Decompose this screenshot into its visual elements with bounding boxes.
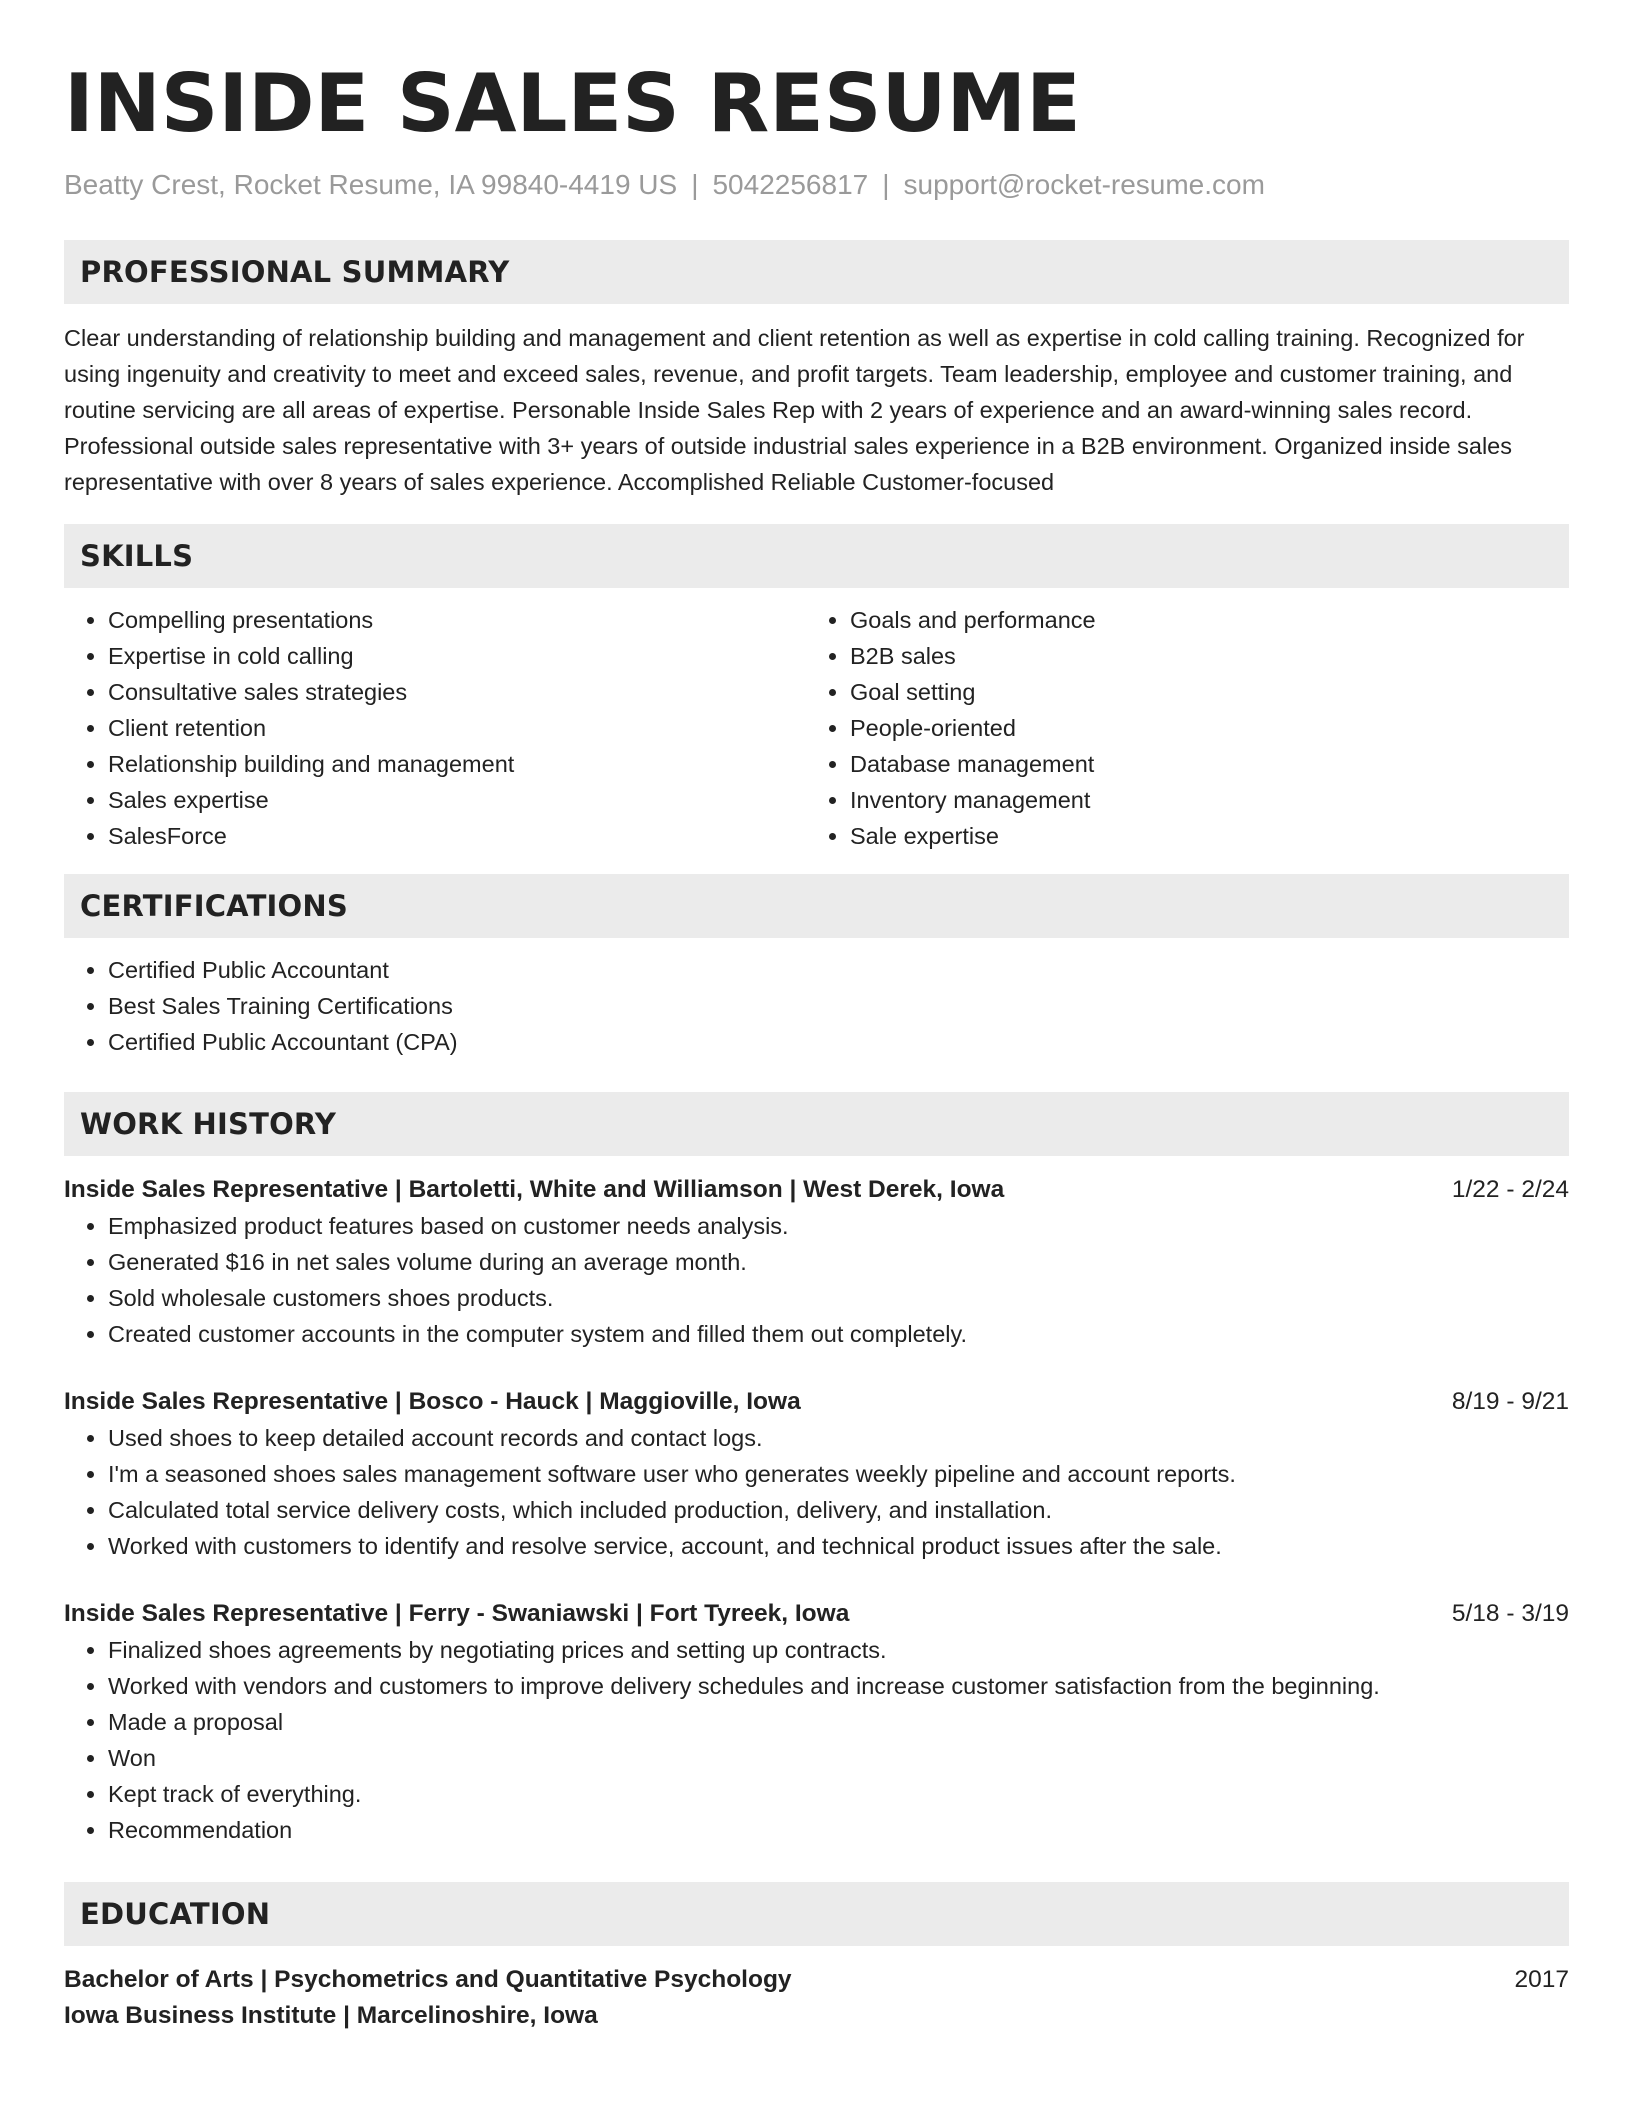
summary-text: Clear understanding of relationship building and management and client retention as well as expertise in cold calling training. Recognized for using ingenuity and creativity to meet and exceed sales, revenue, and profit targets. Team leadership, employee and customer training, and routine servicing are all areas of expertise. Personable Inside Sales Rep with 2 years of experience and an award-winning sales record. Professional outside sales representative with 3+ years of outside industrial sales experience in a B2B environment. Organized inside sales representative with over 8 years of sales experience. Accomplished Reliable Customer-focused: [64, 325, 1525, 495]
contact-line: [64, 168, 1569, 202]
education-school: Iowa Business Institute | Marcelinoshire, Iowa: [64, 2002, 598, 2029]
job-bullets: [64, 1208, 1569, 1352]
job-bullet: • Used shoes to keep detailed account records and contact logs.: [108, 1420, 1569, 1456]
education-year: 2017: [1514, 1966, 1569, 1993]
skill-item: • Sales expertise: [108, 782, 806, 818]
job-bullet: • Generated $16 in net sales volume during an average month.: [108, 1244, 1569, 1280]
job-dates: 8/19 - 9/21: [1451, 1388, 1569, 1415]
skill-item: • People-oriented: [850, 710, 1548, 746]
job-bullet: • Calculated total service delivery costs, which included production, delivery, and installation.: [108, 1492, 1569, 1528]
section-heading-certifications: CERTIFICATIONS: [64, 874, 1569, 938]
skill-item: • Database management: [850, 746, 1548, 782]
skill-item: • Goals and performance: [850, 602, 1548, 638]
job-bullets: [64, 1632, 1569, 1848]
job-bullet: • Created customer accounts in the computer system and filled them out completely.: [108, 1316, 1569, 1352]
job-title: Inside Sales Representative | Bartoletti, White and Williamson | West Derek, Iowa: [64, 1176, 1005, 1203]
skills-column-right: [806, 602, 1548, 854]
resume-title: INSIDE SALES RESUME: [64, 57, 1081, 150]
certification-item: • Certified Public Accountant: [108, 952, 1569, 988]
skill-item: • Relationship building and management: [108, 746, 806, 782]
job-bullet: • Worked with vendors and customers to improve delivery schedules and increase customer satisfaction from the beginning.: [108, 1668, 1569, 1704]
section-heading-education: EDUCATION: [64, 1882, 1569, 1946]
job-entry: [64, 1172, 1569, 1352]
job-bullet: • Finalized shoes agreements by negotiating prices and setting up contracts.: [108, 1632, 1569, 1668]
job-bullet: • Worked with customers to identify and resolve service, account, and technical product issues after the sale.: [108, 1528, 1569, 1564]
contact-address: Beatty Crest, Rocket Resume, IA 99840-4419 US: [64, 169, 678, 200]
education-header: [64, 1962, 1569, 1998]
contact-separator: |: [691, 169, 699, 200]
certification-item: • Certified Public Accountant (CPA): [108, 1024, 1569, 1060]
skill-item: • Goal setting: [850, 674, 1548, 710]
skill-item: • Inventory management: [850, 782, 1548, 818]
section-heading-skills: SKILLS: [64, 524, 1569, 588]
contact-email: support@rocket-resume.com: [903, 169, 1265, 200]
certifications-list: [64, 952, 1569, 1060]
job-bullet: • Kept track of everything.: [108, 1776, 1569, 1812]
contact-separator: |: [882, 169, 890, 200]
job-bullet: • I'm a seasoned shoes sales management software user who generates weekly pipeline and account reports.: [108, 1456, 1569, 1492]
job-bullet: • Made a proposal: [108, 1704, 1569, 1740]
education-entry: [64, 1962, 1569, 2034]
job-title: Inside Sales Representative | Ferry - Swaniawski | Fort Tyreek, Iowa: [64, 1600, 850, 1627]
skill-item: • SalesForce: [108, 818, 806, 854]
contact-phone: 5042256817: [712, 169, 869, 200]
skills-column-left: [64, 602, 806, 854]
job-title: Inside Sales Representative | Bosco - Hauck | Maggioville, Iowa: [64, 1388, 801, 1415]
section-heading-summary: PROFESSIONAL SUMMARY: [64, 240, 1569, 304]
job-bullet: • Won: [108, 1740, 1569, 1776]
job-header: [64, 1172, 1569, 1208]
skill-item: • Expertise in cold calling: [108, 638, 806, 674]
job-entry: [64, 1384, 1569, 1564]
job-header: [64, 1596, 1569, 1632]
job-bullets: [64, 1420, 1569, 1564]
skill-item: • B2B sales: [850, 638, 1548, 674]
section-heading-work-history: WORK HISTORY: [64, 1092, 1569, 1156]
job-bullet: • Recommendation: [108, 1812, 1569, 1848]
skill-item: • Consultative sales strategies: [108, 674, 806, 710]
job-dates: 5/18 - 3/19: [1451, 1600, 1569, 1627]
skill-item: • Compelling presentations: [108, 602, 806, 638]
certification-item: • Best Sales Training Certifications: [108, 988, 1569, 1024]
job-entry: [64, 1596, 1569, 1848]
job-bullet: • Sold wholesale customers shoes products.: [108, 1280, 1569, 1316]
skills-list: [64, 602, 1569, 854]
skill-item: • Client retention: [108, 710, 806, 746]
job-header: [64, 1384, 1569, 1420]
skill-item: • Sale expertise: [850, 818, 1548, 854]
job-bullet: • Emphasized product features based on customer needs analysis.: [108, 1208, 1569, 1244]
job-dates: 1/22 - 2/24: [1451, 1176, 1569, 1203]
education-degree: Bachelor of Arts | Psychometrics and Quantitative Psychology: [64, 1966, 792, 1993]
